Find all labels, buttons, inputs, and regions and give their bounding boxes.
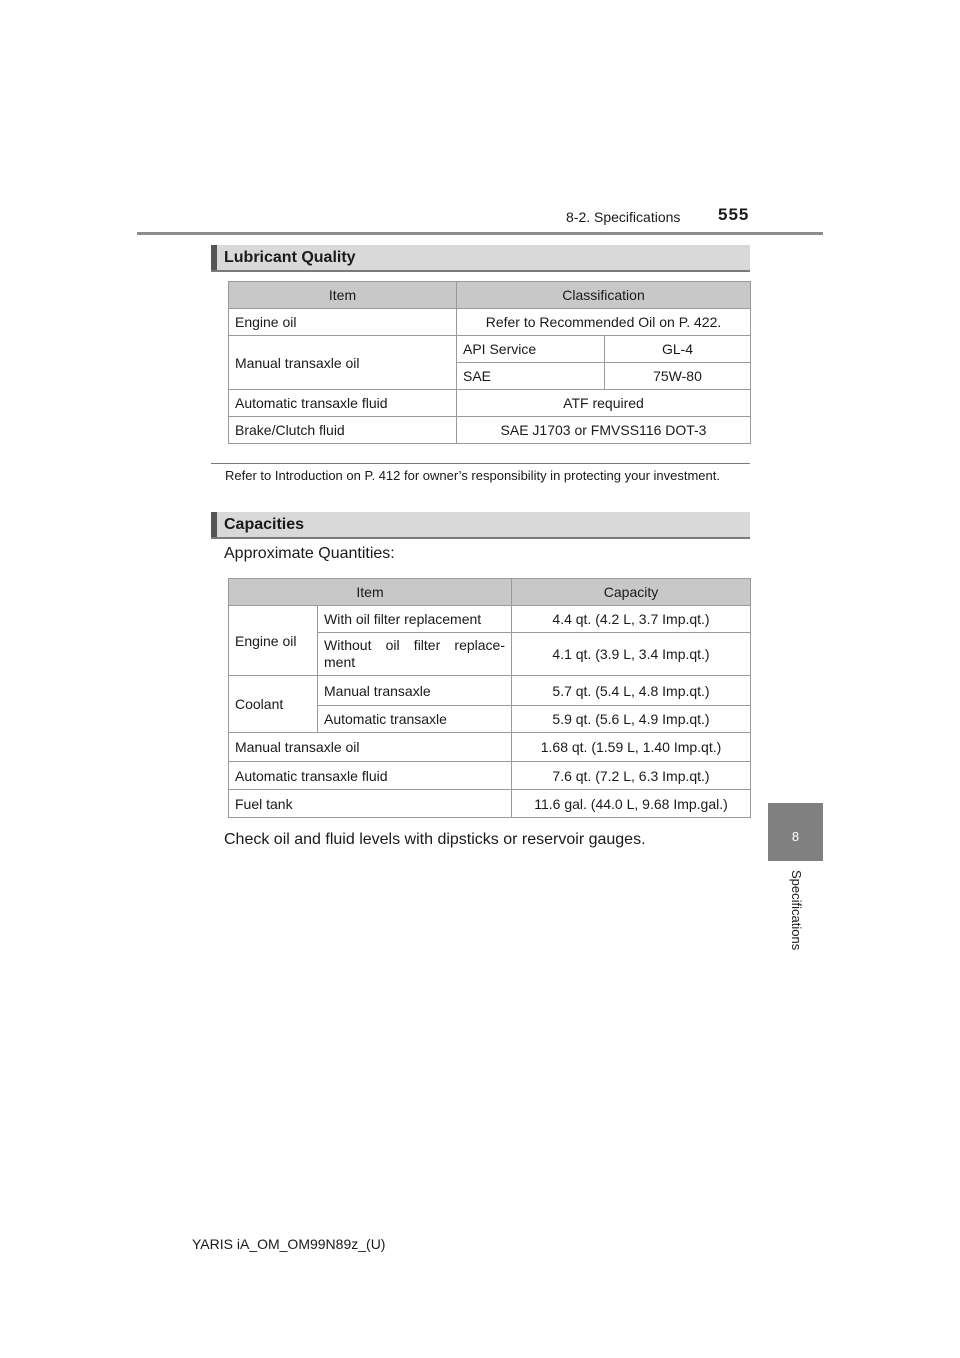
row-subitem: API Service <box>457 336 605 363</box>
chapter-label <box>768 870 823 960</box>
table-header-row <box>229 579 751 606</box>
table-row <box>229 606 751 633</box>
table-row <box>229 762 751 790</box>
table-row <box>229 676 751 706</box>
table-row <box>229 733 751 762</box>
lubricant-section-title: Lubricant Quality <box>224 249 356 266</box>
chapter-label-text: Specifications <box>789 870 804 951</box>
header-divider <box>137 232 823 235</box>
row-item: Engine oil <box>229 606 318 676</box>
column-header-capacity: Capacity <box>512 579 751 606</box>
heading-accent-bar <box>211 512 217 537</box>
capacities-table <box>228 578 751 818</box>
table-row <box>229 309 751 336</box>
row-value: GL-4 <box>605 336 751 363</box>
row-value: ATF required <box>457 390 751 417</box>
row-value: 5.7 qt. (5.4 L, 4.8 Imp.qt.) <box>512 676 751 706</box>
row-value: 4.4 qt. (4.2 L, 3.7 Imp.qt.) <box>512 606 751 633</box>
lubricant-note: Refer to Introduction on P. 412 for owner’s responsibility in protecting your investment. <box>225 468 720 483</box>
table-row <box>229 417 751 444</box>
column-header-item: Item <box>229 282 457 309</box>
lubricant-table <box>228 281 751 444</box>
row-item: Automatic transaxle fluid <box>229 762 512 790</box>
chapter-tab <box>768 803 823 861</box>
row-value: 11.6 gal. (44.0 L, 9.68 Imp.gal.) <box>512 790 751 818</box>
capacities-section-title: Capacities <box>224 516 305 533</box>
heading-accent-bar <box>211 245 217 270</box>
table-header-row <box>229 282 751 309</box>
row-value: SAE J1703 or FMVSS116 DOT-3 <box>457 417 751 444</box>
column-header-classification: Classification <box>457 282 751 309</box>
row-subitem: Automatic transaxle <box>318 706 512 733</box>
row-value: 5.9 qt. (5.6 L, 4.9 Imp.qt.) <box>512 706 751 733</box>
row-value: 4.1 qt. (3.9 L, 3.4 Imp.qt.) <box>512 633 751 676</box>
document-id: YARIS iA_OM_OM99N89z_(U) <box>192 1236 386 1252</box>
table-row <box>229 336 751 363</box>
row-value: 75W-80 <box>605 363 751 390</box>
row-item: Engine oil <box>229 309 457 336</box>
row-subitem: Manual transaxle <box>318 676 512 706</box>
row-item: Fuel tank <box>229 790 512 818</box>
capacities-intro: Approximate Quantities: <box>224 545 395 562</box>
capacities-section-heading <box>211 512 750 539</box>
lubricant-section-heading <box>211 245 750 272</box>
row-item: Manual transaxle oil <box>229 336 457 390</box>
header-section-title: 8-2. Specifications <box>566 209 681 225</box>
note-divider <box>211 463 750 464</box>
table-row <box>229 390 751 417</box>
chapter-number: 8 <box>791 829 800 844</box>
capacities-footer-text: Check oil and fluid levels with dipsticks or reservoir gauges. <box>224 831 646 848</box>
row-item: Coolant <box>229 676 318 733</box>
column-header-item: Item <box>229 579 512 606</box>
row-value: 7.6 qt. (7.2 L, 6.3 Imp.qt.) <box>512 762 751 790</box>
row-subitem: SAE <box>457 363 605 390</box>
row-subitem: Without oil filter replace-ment <box>318 633 512 676</box>
row-subitem: With oil filter replacement <box>318 606 512 633</box>
row-value: 1.68 qt. (1.59 L, 1.40 Imp.qt.) <box>512 733 751 762</box>
row-item: Brake/Clutch fluid <box>229 417 457 444</box>
row-item: Manual transaxle oil <box>229 733 512 762</box>
row-item: Automatic transaxle fluid <box>229 390 457 417</box>
row-value: Refer to Recommended Oil on P. 422. <box>457 309 751 336</box>
page-number: 555 <box>718 205 750 224</box>
table-row <box>229 790 751 818</box>
